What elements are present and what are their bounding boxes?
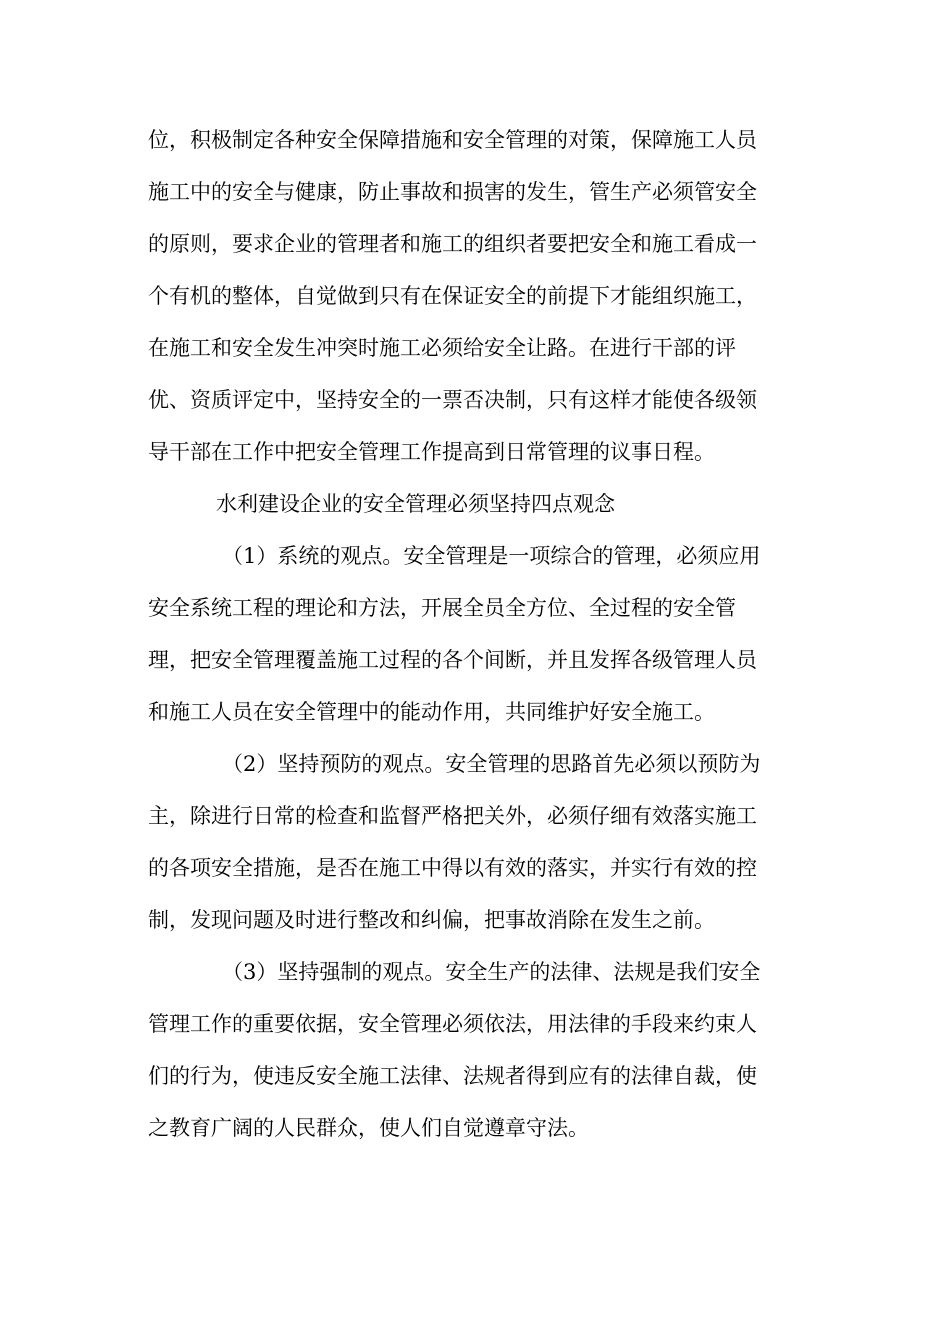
list-item-start: （1）系统的观点。安全管理是一项综合的管理，必须应用: [222, 544, 761, 568]
list-item-start: （2）坚持预防的观点。安全管理的思路首先必须以预防为: [222, 752, 761, 776]
text-line: 理，把安全管理覆盖施工过程的各个间断，并且发挥各级管理人员: [148, 648, 757, 672]
section-heading: 水利建设企业的安全管理必须坚持四点观念: [216, 492, 615, 516]
text-line: 的各项安全措施，是否在施工中得以有效的落实，并实行有效的控: [148, 856, 757, 880]
text-line: 个有机的整体，自觉做到只有在保证安全的前提下才能组织施工，: [148, 284, 757, 308]
list-item-start: （3）坚持强制的观点。安全生产的法律、法规是我们安全: [222, 960, 761, 984]
text-line: 在施工和安全发生冲突时施工必须给安全让路。在进行干部的评: [148, 336, 736, 360]
text-line: 的原则，要求企业的管理者和施工的组织者要把安全和施工看成一: [148, 232, 757, 256]
text-line: 安全系统工程的理论和方法，开展全员全方位、全过程的安全管: [148, 596, 736, 620]
text-line: 优、资质评定中，坚持安全的一票否决制，只有这样才能使各级领: [148, 388, 757, 412]
text-line: 管理工作的重要依据，安全管理必须依法，用法律的手段来约束人: [148, 1012, 757, 1036]
text-line: 施工中的安全与健康，防止事故和损害的发生，管生产必须管安全: [148, 180, 757, 204]
text-line: 制，发现问题及时进行整改和纠偏，把事故消除在发生之前。: [148, 908, 715, 932]
text-line: 们的行为，使违反安全施工法律、法规者得到应有的法律自裁，使: [148, 1064, 757, 1088]
text-line: 位，积极制定各种安全保障措施和安全管理的对策，保障施工人员: [148, 128, 757, 152]
text-line: 导干部在工作中把安全管理工作提高到日常管理的议事日程。: [148, 440, 715, 464]
body-text: [148, 114, 802, 1154]
text-line: 之教育广阔的人民群众，使人们自觉遵章守法。: [148, 1116, 589, 1140]
text-line: 和施工人员在安全管理中的能动作用，共同维护好安全施工。: [148, 700, 715, 724]
text-line: 主，除进行日常的检查和监督严格把关外，必须仔细有效落实施工: [148, 804, 757, 828]
